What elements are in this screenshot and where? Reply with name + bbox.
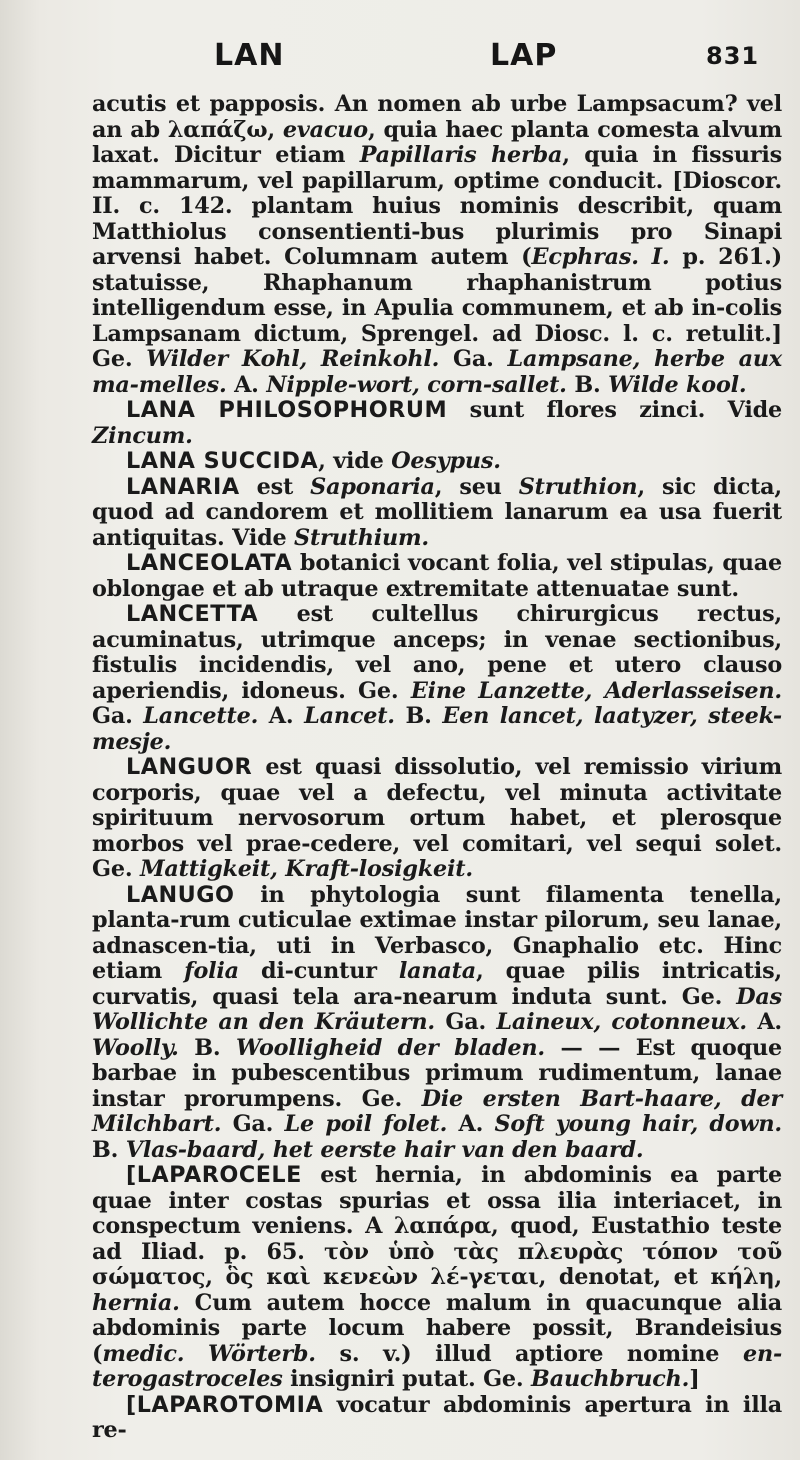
dictionary-entry	[92, 551, 782, 602]
italic-text: Eine Lanzette, Aderlasseisen.	[410, 677, 782, 704]
entry-text: , vide	[318, 448, 392, 474]
dictionary-entry	[92, 602, 782, 755]
italic-text: Struthium.	[294, 524, 429, 551]
header-left-guideword: LAN	[214, 38, 285, 73]
entry-text: sunt flores zinci. Vide	[447, 397, 782, 423]
entry-text: est hernia, in abdominis ea parte quae inter costas spurias et ossa ilia interiacet, in conspectum veniens. A λαπάρα, quod, Eustathio teste ad Iliad. p. 65. τὸν ὑπὸ τὰς πλευρὰς τόπον τοῦ σώματος, ὃς καὶ κενεὼν λέ-γεται, denotat, et κήλη,	[92, 1162, 782, 1290]
entry-text: est quasi dissolutio, vel remissio virium corporis, quae vel a defectu, vel minuta activitate spirituum nervosorum ortum habet, et plerosque morbos vel prae-cedere, vel comitari, vel sequi solet. Ge.	[92, 754, 782, 882]
dictionary-entry	[92, 755, 782, 883]
entry-text: A.	[746, 1009, 782, 1035]
entry-headword: LANUGO	[126, 881, 235, 908]
entry-text: Cum autem hocce malum in quacunque alia abdominis parte locum habere possit, Brandeisius (	[92, 1289, 782, 1367]
italic-text: Das Wollichte an den Kräutern.	[92, 983, 782, 1035]
italic-text: Zincum.	[92, 422, 193, 449]
dictionary-entry	[92, 475, 782, 552]
italic-text: Laineux, cotonneux.	[496, 1009, 747, 1035]
entry-text: Ga.	[221, 1111, 285, 1137]
entry-text: insigniri putat. Ge.	[282, 1366, 532, 1392]
italic-text: Oesypus.	[391, 448, 501, 474]
italic-text: Bauchbruch.	[531, 1366, 690, 1392]
entry-headword: LANCEOLATA	[126, 550, 293, 576]
entry-text: A.	[258, 703, 305, 729]
entry-headword: [LAPAROCELE	[126, 1162, 302, 1188]
italic-text: Woolligheid der bladen.	[235, 1034, 545, 1061]
dictionary-entry	[92, 92, 782, 398]
entry-text: s. v.) illud aptiore nomine	[315, 1340, 743, 1367]
italic-text: evacuo	[282, 116, 368, 143]
italic-text: Een lancet, laatyzer, steek-mesje.	[92, 703, 782, 755]
entry-text: Ga.	[434, 1009, 497, 1035]
italic-text: Ecphras. I.	[531, 244, 670, 270]
italic-text: Lancette.	[143, 703, 259, 729]
entry-text: , quae pilis intricatis, curvatis, quasi tela ara-nearum induta sunt. Ge.	[92, 958, 782, 1010]
entry-text: B.	[178, 1034, 236, 1061]
italic-text: en-terogastroceles	[92, 1340, 783, 1392]
entry-text: Ga.	[439, 346, 508, 372]
italic-text: Saponaria	[310, 473, 435, 500]
dictionary-entry	[92, 398, 782, 449]
entry-text: est cultellus chirurgicus rectus, acuminatus, utrimque anceps; in venae sectionibus, fistulis incidendis, vel ano, pene et utero clauso aperiendis, idoneus. Ge.	[92, 601, 782, 704]
italic-text: Soft young hair, down.	[494, 1111, 782, 1137]
italic-text: Lampsane, herbe aux ma-melles.	[92, 346, 782, 398]
italic-text: Wilde kool.	[608, 371, 747, 398]
entry-text: di-cuntur	[238, 958, 399, 984]
dictionary-text-column	[92, 92, 782, 1444]
entry-headword: LANGUOR	[126, 754, 253, 780]
italic-text: medic. Wörterb.	[102, 1340, 316, 1367]
dictionary-entry	[92, 1393, 782, 1444]
entry-text: , sic dicta, quod ad candorem et mollitiem lanarum ea usa fuerit antiquitas. Vide	[92, 473, 782, 551]
entry-headword: LANCETTA	[126, 601, 259, 627]
entry-text: B.	[92, 1136, 126, 1163]
entry-text: A.	[447, 1111, 495, 1137]
header-middle-guideword: LAP	[490, 38, 558, 73]
italic-text: folia	[184, 958, 239, 984]
entry-text: A.	[226, 371, 267, 398]
italic-text: hernia.	[92, 1289, 180, 1316]
italic-text: Woolly.	[92, 1034, 179, 1061]
entry-text: B.	[566, 371, 609, 398]
running-header	[0, 38, 800, 78]
italic-text: Nipple-wort, corn-sallet.	[266, 371, 567, 398]
entry-headword: [LAPAROTOMIA	[126, 1391, 324, 1418]
entry-text: B.	[394, 703, 443, 729]
italic-text: Lancet.	[304, 703, 395, 729]
entry-text: Ga.	[92, 703, 144, 729]
entry-text: ]	[689, 1366, 700, 1392]
page-number: 831	[706, 42, 760, 70]
entry-text: in phytologia sunt filamenta tenella, planta-rum cuticulae extimae instar pilorum, seu lanae, adnascen-tia, uti in Verbasco, Gnaphalio etc. Hinc etiam	[92, 881, 782, 984]
dictionary-entry	[92, 883, 782, 1164]
entry-headword: LANARIA	[126, 473, 240, 500]
entry-headword: LANA PHILOSOPHORUM	[126, 397, 448, 423]
entry-headword: LANA SUCCIDA	[126, 448, 319, 474]
entry-text: p. 261.) statuisse, Rhaphanum rhaphanistrum potius intelligendum esse, in Apulia communem, et ab in-colis Lampsanam dictum, Sprengel. ad Diosc. l. c. retulit.] Ge.	[92, 244, 782, 372]
italic-text: Vlas-baard, het eerste hair van den baard.	[125, 1136, 644, 1163]
italic-text: Struthion	[518, 473, 638, 500]
italic-text: Die ersten Bart-haare, der Milchbart.	[92, 1085, 782, 1137]
italic-text: Le poil folet.	[284, 1111, 448, 1137]
entry-text: — — Est quoque barbae in pubescentibus primum rudimentum, lanae instar prorumpens. Ge.	[92, 1034, 782, 1112]
entry-text: botanici vocant folia, vel stipulas, quae oblongae et ab utraque extremitate attenuatae sunt.	[92, 550, 782, 602]
italic-text: lanata	[398, 958, 476, 984]
dictionary-entry	[92, 1163, 782, 1393]
italic-text: Mattigkeit, Kraft-losigkeit.	[139, 856, 473, 882]
entry-text: est	[239, 473, 311, 500]
entry-text: , quia haec planta comesta alvum laxat. Dicitur etiam	[92, 116, 782, 168]
entry-text: vocatur abdominis apertura in illa re-	[92, 1391, 782, 1443]
entry-text: acutis et papposis. An nomen ab urbe Lampsacum? vel an ab λαπάζω,	[92, 91, 782, 143]
italic-text: Wilder Kohl, Reinkohl.	[146, 346, 440, 372]
entry-text: , seu	[434, 473, 519, 500]
dictionary-entry	[92, 449, 782, 475]
entry-text: , quia in fissuris mammarum, vel papillarum, optime conducit. [Dioscor. II. c. 142. plantam huius nominis describit, quam Matthiolus consentienti-bus plurimis pro Sinapi arvensi habet. Columnam autem (	[92, 142, 783, 270]
italic-text: Papillaris herba	[359, 142, 563, 168]
